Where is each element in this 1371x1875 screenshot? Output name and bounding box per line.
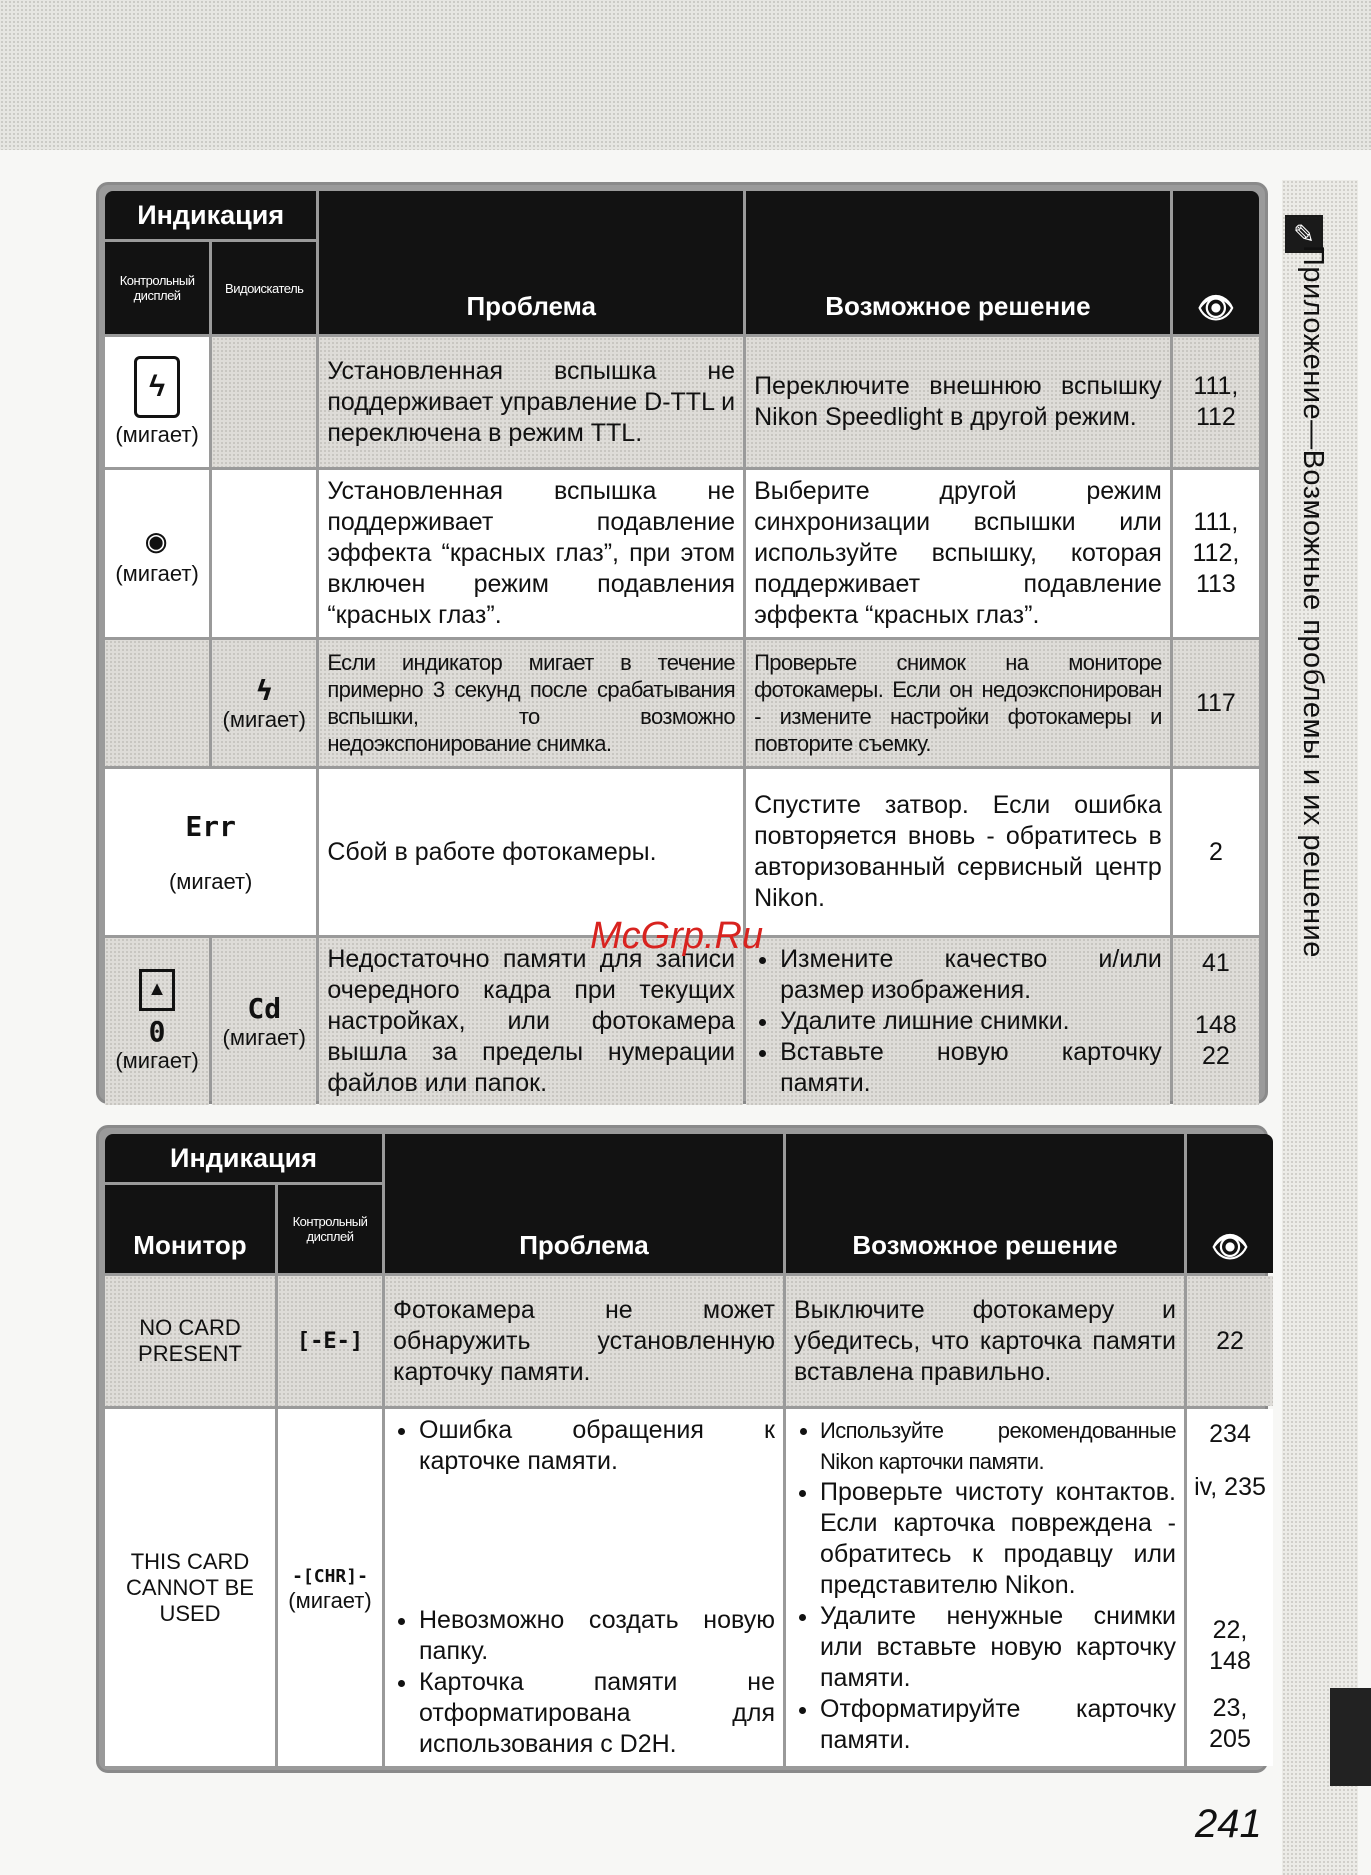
no-card-display: [-E-] (296, 1329, 364, 1354)
control-display-cell (278, 1276, 382, 1406)
problem-item: • Невозможно создать новую папку. (419, 1605, 775, 1667)
solution-item: • Удалите лишние снимки. (780, 1006, 1162, 1037)
eye-icon: 👁 (1210, 1231, 1250, 1264)
problem-cell: Установленная вспышка не поддерживает управление D-TTL и переключена в режим TTL. (319, 337, 743, 467)
control-display-header: Контрольный дисплей (105, 242, 209, 334)
problem-header: Проблема (385, 1134, 783, 1273)
page-ref-cell (1173, 938, 1259, 1105)
card-display: Cd (247, 992, 282, 1025)
card-icon: ▲ (139, 969, 175, 1011)
eye-icon: 👁 (1196, 292, 1235, 325)
viewfinder-cell (212, 938, 316, 1105)
side-section-title: Приложение—Возможные проблемы и их решение (1297, 245, 1329, 958)
monitor-cell: THIS CARD CANNOT BE USED (105, 1409, 275, 1766)
viewfinder-cell (212, 470, 316, 637)
blink-note: (мигает) (115, 422, 199, 447)
page-ref-cell: 111, 112, 113 (1173, 470, 1259, 637)
card-error-display: -[CHR]- (292, 1565, 368, 1587)
control-display-cell (105, 337, 209, 467)
page-ref: 41 (1202, 949, 1230, 977)
control-display-cell (105, 640, 209, 766)
solution-cell: Спустите затвор. Если ошибка повторяется вновь - обратитесь в авторизованный сервисный центр Nikon. (746, 769, 1170, 935)
flash-bracket-icon: ϟ (134, 356, 180, 418)
viewfinder-header: Видоискатель (212, 242, 316, 334)
solution-header: Возможное решение (746, 191, 1170, 334)
problem-cell: Если индикатор мигает в течение примерно 3 секунд после срабатывания вспышки, то возможно недоэкспонирование снимка. (319, 640, 743, 766)
page-ref: iv, 235 (1194, 1473, 1266, 1501)
page-ref-header (1187, 1134, 1273, 1273)
viewfinder-cell (212, 337, 316, 467)
solution-item: • Отформатируйте карточку памяти. (820, 1694, 1176, 1756)
page-number: 241 (1195, 1802, 1262, 1846)
monitor-header: Монитор (105, 1185, 275, 1273)
indication-cell (105, 769, 316, 935)
control-display-cell (105, 938, 209, 1105)
blink-note: (мигает) (115, 1048, 199, 1073)
page-ref: 148 (1195, 1011, 1237, 1039)
page-ref: 234 (1209, 1420, 1251, 1448)
problem-cell: Установленная вспышка не поддерживает подавление эффекта “красных глаз”, при этом включен режим подавления “красных глаз”. (319, 470, 743, 637)
note-icon: ✎ (1285, 215, 1323, 253)
page-ref-cell: 22 (1187, 1276, 1273, 1406)
page-ref-cell: 111, 112 (1173, 337, 1259, 467)
troubleshooting-table-1 (96, 182, 1268, 1104)
page-ref-cell (1187, 1409, 1273, 1766)
blink-note: (мигает) (115, 560, 199, 586)
control-display-cell (278, 1409, 382, 1766)
solution-header: Возможное решение (786, 1134, 1184, 1273)
problem-cell (385, 1409, 783, 1766)
solution-item: • Используйте рекомендованные Nikon карточки памяти. (820, 1415, 1176, 1477)
problem-cell: Фотокамера не может обнаружить установленную карточку памяти. (385, 1276, 783, 1406)
solution-cell (746, 938, 1170, 1105)
problem-item: • Карточка памяти не отформатирована для использования с D2H. (419, 1667, 775, 1760)
solution-cell: Переключите внешнюю вспышку Nikon Speedlight в другой режим. (746, 337, 1170, 467)
watermark: McGrp.Ru (590, 915, 764, 957)
red-eye-icon: ◉ (145, 520, 169, 561)
solution-item: • Удалите ненужные снимки или вставьте новую карточку памяти. (820, 1601, 1176, 1694)
problem-header: Проблема (319, 191, 743, 334)
indication-header: Индикация (105, 191, 316, 239)
counter-display: 0 (148, 1015, 166, 1048)
section-tab-marker (1330, 1688, 1371, 1786)
problem-cell: Недостаточно памяти для записи очередного кадра при текущих настройках, или фотокамера вышла за пределы нумерации файлов или папок. (319, 938, 743, 1105)
page-ref: 22, 148 (1209, 1616, 1251, 1675)
problem-item: • Ошибка обращения к карточке памяти. (419, 1415, 775, 1477)
monitor-cell: NO CARD PRESENT (105, 1276, 275, 1406)
control-display-header: Контрольный дисплей (278, 1185, 382, 1273)
solution-cell: Выберите другой режим синхронизации вспышки или используйте вспышку, которая поддерживает подавление эффекта “красных глаз”. (746, 470, 1170, 637)
solution-item: • Вставьте новую карточку памяти. (780, 1037, 1162, 1099)
solution-cell: Выключите фотокамеру и убедитесь, что карточка памяти вставлена правильно. (786, 1276, 1184, 1406)
error-display: Err (185, 809, 236, 843)
control-display-cell (105, 470, 209, 637)
blink-note: (мигает) (222, 706, 306, 732)
blink-note: (мигает) (288, 1587, 372, 1613)
solution-cell (786, 1409, 1184, 1766)
page-ref-cell: 117 (1173, 640, 1259, 766)
solution-cell: Проверьте снимок на мониторе фотокамеры. Если он недоэкспонирован - измените настройки фотокамеры и повторите съемку. (746, 640, 1170, 766)
troubleshooting-table-2 (96, 1125, 1268, 1773)
solution-item: • Проверьте чистоту контактов. Если карточка повреждена - обратитесь к продавцу или представителю Nikon. (820, 1477, 1176, 1601)
page-ref: 23, 205 (1209, 1694, 1251, 1753)
viewfinder-cell (212, 640, 316, 766)
page-ref-cell: 2 (1173, 769, 1259, 935)
top-background-band (0, 0, 1371, 150)
problem-cell: Сбой в работе фотокамеры. (319, 769, 743, 935)
blink-note: (мигает) (222, 1025, 306, 1050)
indication-header: Индикация (105, 1134, 382, 1182)
page-ref: 22 (1202, 1042, 1230, 1070)
blink-note: (мигает) (168, 868, 253, 894)
flash-icon: ϟ (255, 673, 273, 707)
solution-item: • Измените качество и/или размер изображения. (780, 944, 1162, 1006)
page-ref-header (1173, 191, 1259, 334)
